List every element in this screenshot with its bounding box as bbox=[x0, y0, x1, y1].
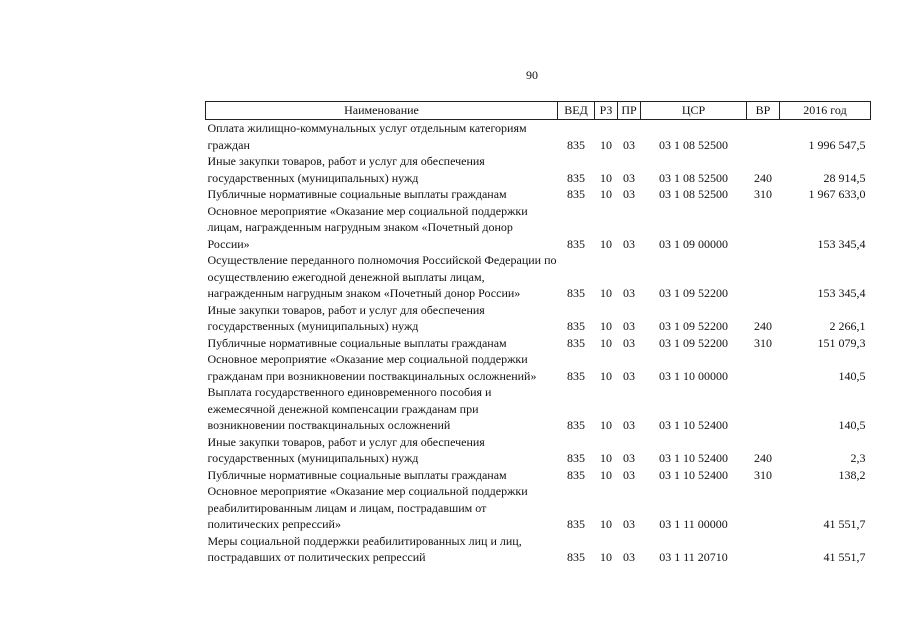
cell-rz: 10 bbox=[600, 236, 612, 251]
cell-vr: 240 bbox=[754, 170, 772, 185]
cell-rz: 10 bbox=[600, 319, 612, 333]
cell-ved: 835 bbox=[567, 236, 585, 251]
cell-name: Публичные нормативные социальные выплаты гражданам bbox=[207, 187, 507, 201]
table-row bbox=[206, 120, 871, 154]
cell-ved: 835 bbox=[567, 467, 585, 482]
cell-ved: 835 bbox=[567, 187, 585, 201]
cell-pr: 03 bbox=[623, 286, 635, 300]
cell-vr bbox=[747, 533, 780, 566]
cell-amount: 140,5 bbox=[838, 368, 866, 383]
cell-name: Оплата жилищно-коммунальных услуг отдельным категориям граждан bbox=[207, 121, 527, 152]
cell-name: Меры социальной поддержки реабилитированных лиц и лиц, пострадавших от политических репрессий bbox=[207, 533, 522, 564]
table-row bbox=[206, 186, 871, 203]
table-row bbox=[206, 384, 871, 434]
cell-amount: 2 266,1 bbox=[829, 319, 866, 333]
cell-rz: 10 bbox=[600, 451, 612, 465]
cell-name: Иные закупки товаров, работ и услуг для обеспечения государственных (муниципальных) нужд bbox=[207, 434, 485, 465]
header-pr: ПР bbox=[618, 102, 641, 120]
cell-name: Публичные нормативные социальные выплаты гражданам bbox=[207, 467, 507, 482]
cell-csr: 03 1 10 00000 bbox=[659, 368, 728, 383]
cell-amount: 151 079,3 bbox=[817, 335, 866, 350]
cell-csr: 03 1 08 52500 bbox=[659, 137, 728, 152]
cell-pr: 03 bbox=[623, 236, 635, 251]
table-row bbox=[206, 533, 871, 566]
cell-name: Основное мероприятие «Оказание мер социальной поддержки лицам, награжденным нагрудным знаком «Почетный донор России» bbox=[207, 203, 528, 251]
cell-csr: 03 1 09 52200 bbox=[659, 286, 728, 300]
table-row bbox=[206, 302, 871, 335]
cell-pr: 03 bbox=[623, 451, 635, 465]
cell-ved: 835 bbox=[567, 418, 585, 432]
cell-amount: 138,2 bbox=[838, 467, 866, 482]
table-row bbox=[206, 335, 871, 352]
cell-vr: 240 bbox=[754, 451, 772, 465]
header-vr: ВР bbox=[747, 102, 780, 120]
table-row bbox=[206, 467, 871, 484]
table-row bbox=[206, 252, 871, 302]
cell-ved: 835 bbox=[567, 137, 585, 152]
cell-rz: 10 bbox=[600, 368, 612, 383]
cell-vr: 310 bbox=[754, 187, 772, 201]
cell-ved: 835 bbox=[567, 335, 585, 350]
cell-name: Иные закупки товаров, работ и услуг для обеспечения государственных (муниципальных) нужд bbox=[207, 154, 485, 185]
cell-amount: 41 551,7 bbox=[823, 550, 866, 564]
cell-vr: 240 bbox=[754, 319, 772, 333]
table-row bbox=[206, 434, 871, 467]
header-name: Наименование bbox=[206, 102, 558, 120]
cell-vr bbox=[747, 203, 780, 253]
cell-vr: 310 bbox=[754, 335, 772, 350]
cell-pr: 03 bbox=[623, 319, 635, 333]
cell-csr: 03 1 09 52200 bbox=[659, 335, 728, 350]
cell-name: Основное мероприятие «Оказание мер социальной поддержки реабилитированным лицам и лицам, пострадавшим от политических репрессий» bbox=[207, 484, 528, 531]
cell-vr bbox=[747, 252, 780, 302]
cell-rz: 10 bbox=[600, 137, 612, 152]
cell-amount: 28 914,5 bbox=[823, 170, 866, 185]
cell-amount: 140,5 bbox=[838, 418, 866, 432]
cell-csr: 03 1 11 20710 bbox=[659, 550, 728, 564]
cell-rz: 10 bbox=[600, 170, 612, 185]
cell-pr: 03 bbox=[623, 368, 635, 383]
budget-table-container bbox=[205, 101, 870, 566]
cell-ved: 835 bbox=[567, 286, 585, 300]
cell-ved: 835 bbox=[567, 368, 585, 383]
cell-ved: 835 bbox=[567, 170, 585, 185]
cell-rz: 10 bbox=[600, 467, 612, 482]
table-body bbox=[206, 120, 871, 566]
cell-rz: 10 bbox=[600, 187, 612, 201]
table-row bbox=[206, 483, 871, 533]
cell-csr: 03 1 10 52400 bbox=[659, 467, 728, 482]
cell-amount: 2,3 bbox=[850, 451, 866, 465]
cell-name: Выплата государственного единовременного пособия и ежемесячной денежной компенсации гражданам при возникновении поствакцинальных осложнений bbox=[207, 385, 492, 432]
cell-amount: 1 996 547,5 bbox=[808, 137, 866, 152]
cell-pr: 03 bbox=[623, 137, 635, 152]
cell-csr: 03 1 10 52400 bbox=[659, 418, 728, 432]
cell-pr: 03 bbox=[623, 517, 635, 531]
page-number: 90 bbox=[526, 68, 538, 82]
table-header bbox=[206, 102, 871, 120]
cell-ved: 835 bbox=[567, 319, 585, 333]
cell-rz: 10 bbox=[600, 418, 612, 432]
cell-pr: 03 bbox=[623, 418, 635, 432]
header-row bbox=[206, 102, 871, 120]
cell-csr: 03 1 10 52400 bbox=[659, 451, 728, 465]
cell-rz: 10 bbox=[600, 286, 612, 300]
cell-amount: 41 551,7 bbox=[823, 517, 866, 531]
cell-pr: 03 bbox=[623, 335, 635, 350]
cell-csr: 03 1 11 00000 bbox=[659, 517, 728, 531]
table-row bbox=[206, 351, 871, 384]
cell-pr: 03 bbox=[623, 187, 635, 201]
cell-name: Основное мероприятие «Оказание мер социальной поддержки гражданам при возникновении поствакцинальных осложнений» bbox=[207, 352, 537, 383]
cell-vr bbox=[747, 384, 780, 434]
cell-ved: 835 bbox=[567, 451, 585, 465]
table-row bbox=[206, 153, 871, 186]
cell-vr bbox=[747, 483, 780, 533]
cell-csr: 03 1 09 52200 bbox=[659, 319, 728, 333]
cell-name: Иные закупки товаров, работ и услуг для обеспечения государственных (муниципальных) нужд bbox=[207, 302, 485, 333]
header-rz: РЗ bbox=[595, 102, 618, 120]
cell-rz: 10 bbox=[600, 517, 612, 531]
cell-name: Публичные нормативные социальные выплаты гражданам bbox=[207, 335, 507, 350]
cell-ved: 835 bbox=[567, 550, 585, 564]
table-row bbox=[206, 203, 871, 253]
cell-vr bbox=[747, 351, 780, 384]
cell-ved: 835 bbox=[567, 517, 585, 531]
cell-vr: 310 bbox=[754, 467, 772, 482]
budget-table bbox=[205, 101, 871, 566]
cell-csr: 03 1 08 52500 bbox=[659, 170, 728, 185]
cell-csr: 03 1 09 00000 bbox=[659, 236, 728, 251]
header-csr: ЦСР bbox=[641, 102, 747, 120]
cell-amount: 153 345,4 bbox=[817, 236, 866, 251]
header-ved: ВЕД bbox=[558, 102, 595, 120]
cell-rz: 10 bbox=[600, 335, 612, 350]
cell-rz: 10 bbox=[600, 550, 612, 564]
cell-pr: 03 bbox=[623, 170, 635, 185]
cell-pr: 03 bbox=[623, 550, 635, 564]
cell-csr: 03 1 08 52500 bbox=[659, 187, 728, 201]
cell-vr bbox=[747, 120, 780, 154]
header-year: 2016 год bbox=[780, 102, 871, 120]
cell-pr: 03 bbox=[623, 467, 635, 482]
cell-name: Осуществление переданного полномочия Российской Федерации по осуществлению ежегодной денежной выплаты лицам, награжденным нагрудным знаком «Почетный донор России» bbox=[207, 253, 557, 300]
cell-amount: 153 345,4 bbox=[817, 286, 866, 300]
cell-amount: 1 967 633,0 bbox=[808, 187, 866, 201]
